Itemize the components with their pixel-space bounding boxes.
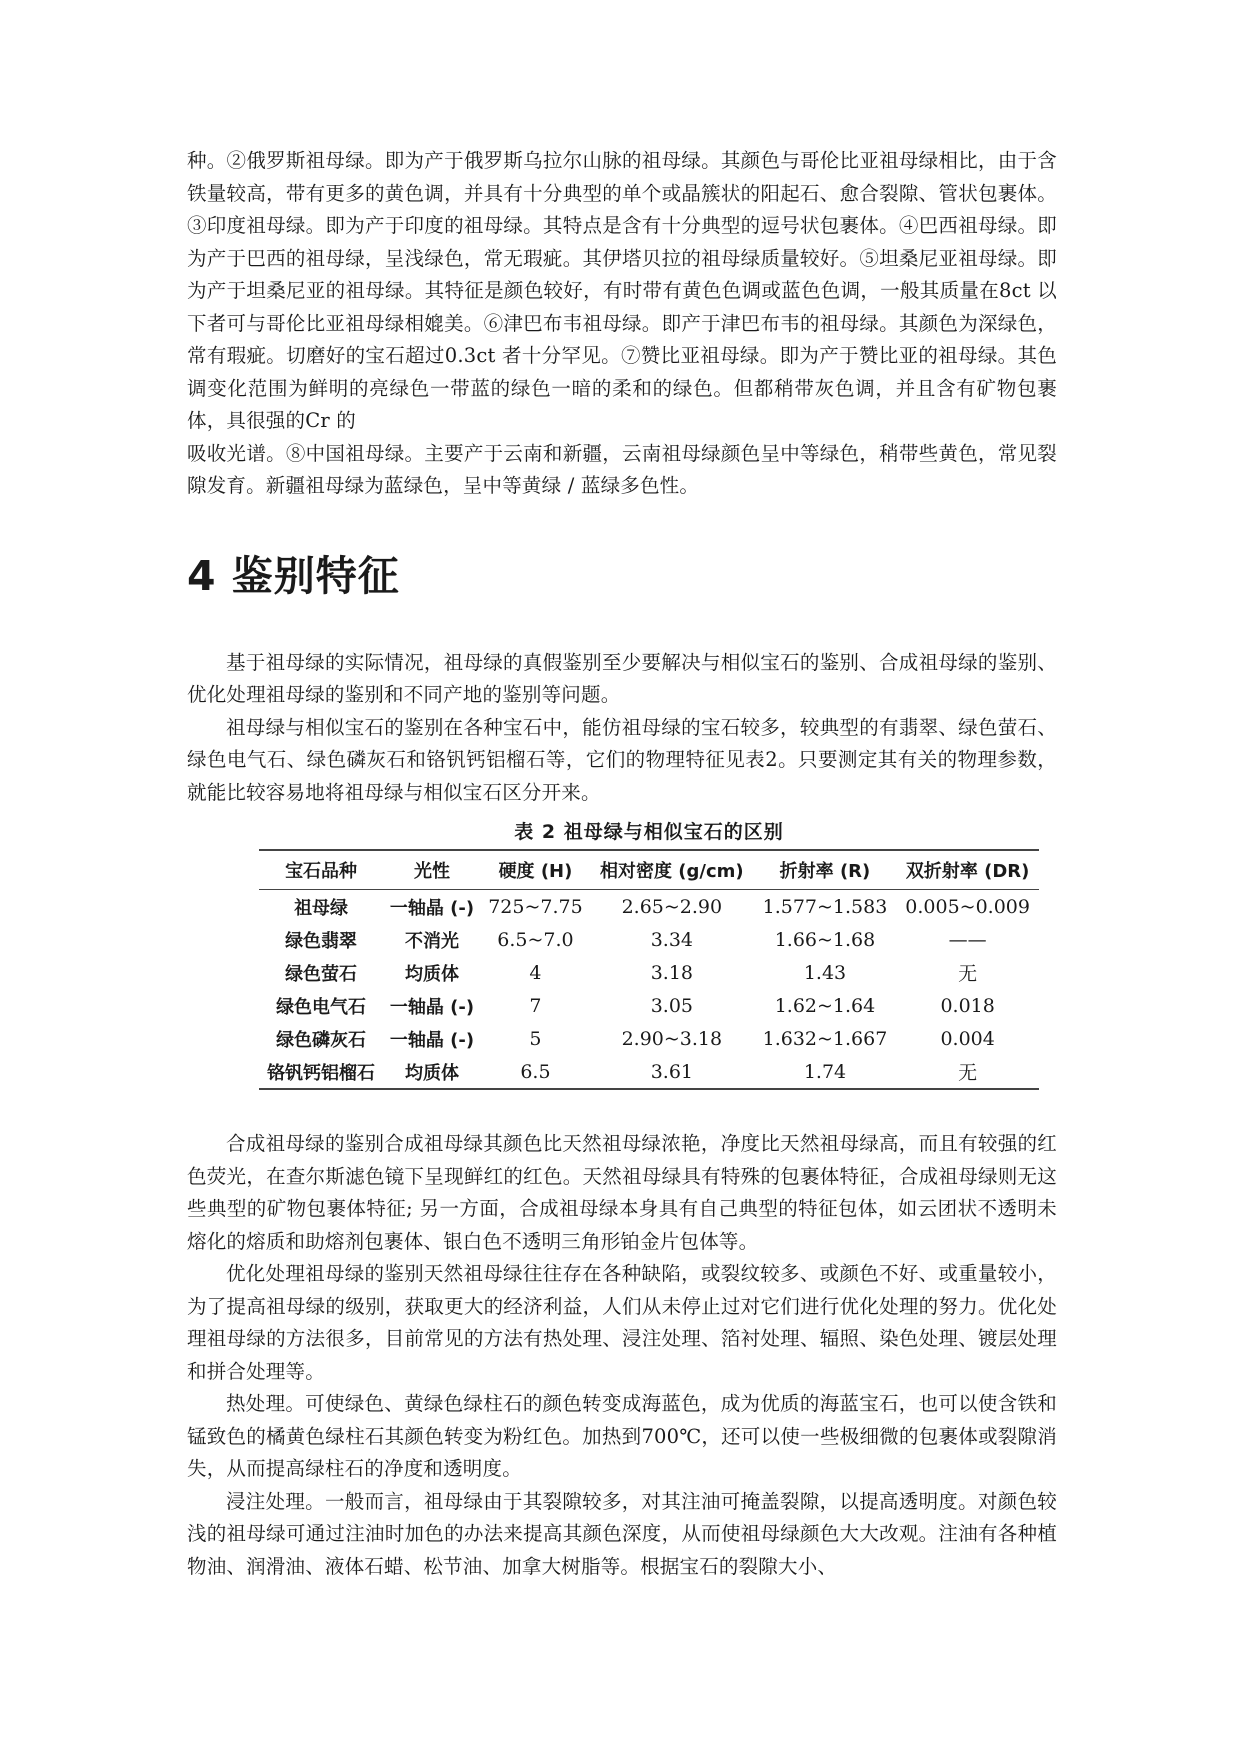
section-heading-wrap xyxy=(187,551,1057,601)
cell-gem: 绿色翡翠 xyxy=(285,930,358,952)
cell-optic: 均质体 xyxy=(405,963,459,985)
cell-ri: 1.632~1.667 xyxy=(762,1027,888,1050)
table-row xyxy=(259,923,1039,956)
cell-ri: 1.62~1.64 xyxy=(774,994,876,1017)
intro-paragraph-continued: 吸收光谱。⑧中国祖母绿。主要产于云南和新疆，云南祖母绿颜色呈中等绿色，稍带些黄色，常见裂隙发育。新疆祖母绿为蓝绿色，呈中等黄绿 / 蓝绿多色性。 xyxy=(187,441,1057,497)
header-refractive-index: 折射率 (R) xyxy=(779,861,871,882)
cell-hardness: 5 xyxy=(529,1027,542,1050)
cell-ri: 1.66~1.68 xyxy=(774,928,876,951)
cell-optic: 一轴晶 (-) xyxy=(389,996,475,1018)
cell-ri: 1.74 xyxy=(803,1060,847,1083)
table-row xyxy=(259,989,1039,1022)
table-header-row xyxy=(259,850,1039,890)
section-heading: 4 鉴别特征 xyxy=(187,551,400,600)
header-gem-variety: 宝石品种 xyxy=(285,861,358,882)
cell-ri: 1.43 xyxy=(803,961,847,984)
cell-density: 2.90~3.18 xyxy=(621,1027,723,1050)
cell-dr: —— xyxy=(948,928,987,951)
table-row xyxy=(259,890,1039,924)
cell-dr: 无 xyxy=(958,963,978,985)
paragraph-synthetic: 合成祖母绿的鉴别合成祖母绿其颜色比天然祖母绿浓艳，净度比天然祖母绿高，而且有较强的红色荧光，在查尔斯滤色镜下呈现鲜红的红色。天然祖母绿具有特殊的包裹体特征，合成祖母绿则无这些典型的矿物包裹体特征; 另一方面，合成祖母绿本身具有自己典型的特征包体，如云团状不透明未熔化的熔质和助熔剂包裹体、银白色不透明三角形铂金片包体等。 xyxy=(187,1132,1057,1253)
paragraph-overview: 基于祖母绿的实际情况，祖母绿的真假鉴别至少要解决与相似宝石的鉴别、合成祖母绿的鉴别、优化处理祖母绿的鉴别和不同产地的鉴别等问题。 xyxy=(187,650,1057,706)
cell-dr: 无 xyxy=(958,1062,978,1084)
paragraph-heat-treatment: 热处理。可使绿色、黄绿色绿柱石的颜色转变成海蓝色，成为优质的海蓝宝石，也可以使含铁和锰致色的橘黄色绿柱石其颜色转变为粉红色。加热到700℃，还可以使一些极细微的包裹体或裂隙消失，从而提高绿柱石的净度和透明度。 xyxy=(187,1392,1057,1480)
cell-ri: 1.577~1.583 xyxy=(762,895,888,918)
table-row xyxy=(259,956,1039,989)
cell-gem: 绿色磷灰石 xyxy=(276,1029,367,1051)
cell-density: 3.61 xyxy=(650,1060,693,1083)
header-optic: 光性 xyxy=(414,861,450,882)
cell-hardness: 7 xyxy=(529,994,542,1017)
cell-density: 3.34 xyxy=(650,928,693,951)
cell-density: 2.65~2.90 xyxy=(621,895,723,918)
table-row xyxy=(259,1055,1039,1089)
table-row xyxy=(259,1022,1039,1055)
cell-gem: 绿色萤石 xyxy=(285,963,358,985)
cell-gem: 铬钒钙铝榴石 xyxy=(267,1062,376,1084)
paragraph-similar-gems: 祖母绿与相似宝石的鉴别在各种宝石中，能仿祖母绿的宝石较多，较典型的有翡翠、绿色萤石、绿色电气石、绿色磷灰石和铬钒钙铝榴石等，它们的物理特征见表2。只要测定其有关的物理参数，就能比较容易地将祖母绿与相似宝石区分开来。 xyxy=(187,715,1057,804)
cell-dr: 0.005~0.009 xyxy=(905,895,1030,918)
cell-gem: 绿色电气石 xyxy=(276,996,367,1018)
cell-optic: 不消光 xyxy=(405,930,459,952)
cell-optic: 均质体 xyxy=(405,1062,459,1084)
cell-hardness: 6.5~7.0 xyxy=(497,928,574,951)
header-hardness: 硬度 (H) xyxy=(498,861,573,882)
cell-density: 3.05 xyxy=(650,994,693,1017)
paragraph-impregnation: 浸注处理。一般而言，祖母绿由于其裂隙较多，对其注油可掩盖裂隙，以提高透明度。对颜色较浅的祖母绿可通过注油时加色的办法来提高其颜色深度，从而使祖母绿颜色大大改观。注油有各种植物油、润滑油、液体石蜡、松节油、加拿大树脂等。根据宝石的裂隙大小、 xyxy=(187,1489,1057,1578)
cell-hardness: 4 xyxy=(529,961,542,984)
cell-dr: 0.018 xyxy=(940,994,995,1017)
cell-density: 3.18 xyxy=(650,961,693,984)
cell-dr: 0.004 xyxy=(940,1027,995,1050)
cell-optic: 一轴晶 (-) xyxy=(389,897,475,919)
header-density: 相对密度 (g/cm) xyxy=(600,861,744,882)
cell-optic: 一轴晶 (-) xyxy=(389,1029,475,1051)
document-page xyxy=(187,145,1057,1583)
header-birefringence: 双折射率 (DR) xyxy=(905,861,1030,882)
cell-gem: 祖母绿 xyxy=(294,897,349,919)
cell-hardness: 6.5 xyxy=(520,1060,551,1083)
comparison-table-block xyxy=(259,817,1039,1090)
comparison-table xyxy=(259,849,1039,1090)
table-caption: 表 2 祖母绿与相似宝石的区别 xyxy=(514,821,784,843)
intro-paragraph: 种。②俄罗斯祖母绿。即为产于俄罗斯乌拉尔山脉的祖母绿。其颜色与哥伦比亚祖母绿相比，由于含铁量较高，带有更多的黄色调，并具有十分典型的单个或晶簇状的阳起石、愈合裂隙、管状包裹体。③印度祖母绿。即为产于印度的祖母绿。其特点是含有十分典型的逗号状包裹体。④巴西祖母绿。即为产于巴西的祖母绿，呈浅绿色，常无瑕疵。其伊塔贝拉的祖母绿质量较好。⑤坦桑尼亚祖母绿。即为产于坦桑尼亚的祖母绿。其特征是颜色较好，有时带有黄色色调或蓝色色调，一般其质量在8ct 以下者可与哥伦比亚祖母绿相媲美。⑥津巴布韦祖母绿。即产于津巴布韦的祖母绿。其颜色为深绿色，常有瑕疵。切磨好的宝石超过0.3ct 者十分罕见。⑦赞比亚祖母绿。即为产于赞比亚的祖母绿。其色调变化范围为鲜明的亮绿色一带蓝的绿色一暗的柔和的绿色。但都稍带灰色调，并且含有矿物包裹体，具很强的Cr 的 xyxy=(187,149,1057,432)
cell-hardness: 725~7.75 xyxy=(488,895,583,918)
paragraph-treatment: 优化处理祖母绿的鉴别天然祖母绿往往存在各种缺陷，或裂纹较多、或颜色不好、或重量较小，为了提高祖母绿的级别，获取更大的经济利益，人们从未停止过对它们进行优化处理的努力。优化处理祖母绿的方法很多，目前常见的方法有热处理、浸注处理、箔衬处理、辐照、染色处理、镀层处理和拼合处理等。 xyxy=(187,1262,1057,1383)
